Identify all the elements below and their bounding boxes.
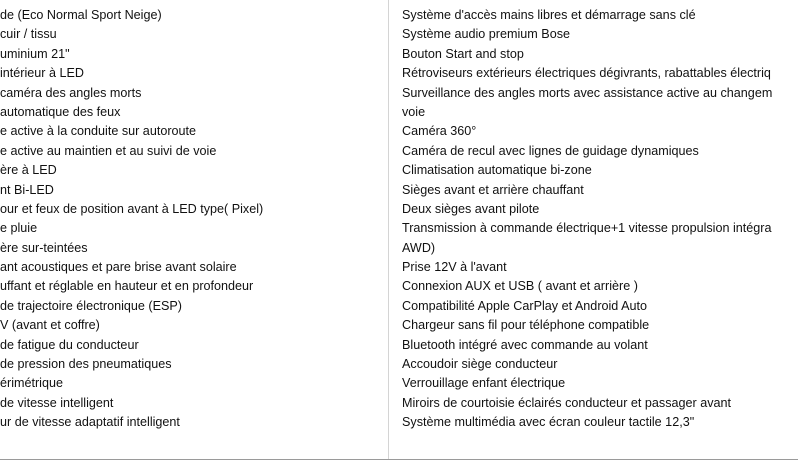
right-feature-item: Chargeur sans fil pour téléphone compatible [402, 318, 650, 333]
left-feature-item: our et feux de position avant à LED type( Pixel) [0, 201, 264, 216]
right-feature-item: Bluetooth intégré avec commande au volant [402, 337, 648, 352]
left-feature-item: uffant et réglable en hauteur et en profondeur [0, 279, 254, 294]
left-feature-item: e active au maintien et au suivi de voie [0, 143, 217, 158]
right-feature-item: Accoudoir siège conducteur [402, 357, 558, 372]
right-feature-item: Surveillance des angles morts avec assistance active au changem [402, 85, 773, 100]
bottom-rule [0, 459, 798, 460]
left-feature-item: de pression des pneumatiques [0, 357, 172, 372]
left-feature-item: caméra des angles morts [0, 85, 142, 100]
left-feature-item: ant acoustiques et pare brise avant solaire [0, 260, 237, 275]
left-feature-item: e active à la conduite sur autoroute [0, 124, 197, 139]
left-feature-item: de vitesse intelligent [0, 395, 114, 410]
right-feature-item: Système audio premium Bose [402, 27, 570, 42]
left-feature-item: nt Bi-LED [0, 182, 54, 197]
right-feature-item: Rétroviseurs extérieurs électriques dégivrants, rabattables électriq [402, 66, 771, 81]
right-feature-item: Caméra 360° [402, 124, 477, 139]
right-feature-item: Compatibilité Apple CarPlay et Android Auto [402, 298, 648, 313]
left-feature-item: intérieur à LED [0, 66, 84, 81]
right-feature-item: voie [402, 104, 426, 119]
right-feature-item: Système d'accès mains libres et démarrage sans clé [402, 8, 696, 22]
right-feature-item: Prise 12V à l'avant [402, 260, 507, 275]
right-feature-item: Transmission à commande électrique+1 vitesse propulsion intégra [402, 221, 772, 236]
left-feature-item: e pluie [0, 221, 38, 236]
right-feature-item: Deux sièges avant pilote [402, 201, 540, 216]
left-feature-item: automatique des feux [0, 104, 121, 119]
left-feature-item: ur de vitesse adaptatif intelligent [0, 415, 180, 430]
left-feature-column [0, 6, 381, 433]
right-feature-item: Verrouillage enfant électrique [402, 376, 566, 391]
left-feature-item: de (Eco Normal Sport Neige) [0, 8, 162, 22]
left-feature-item: ère sur-teintées [0, 240, 88, 255]
left-feature-item: de fatigue du conducteur [0, 337, 139, 352]
left-feature-item: uminium 21" [0, 46, 70, 61]
left-feature-item: érimétrique [0, 376, 63, 391]
left-feature-item: cuir / tissu [0, 27, 57, 42]
right-feature-item: Connexion AUX et USB ( avant et arrière ) [402, 279, 638, 294]
right-feature-item: Caméra de recul avec lignes de guidage dynamiques [402, 143, 699, 158]
right-feature-item: Système multimédia avec écran couleur tactile 12,3" [402, 415, 695, 430]
right-feature-column [402, 6, 798, 433]
left-feature-item: de trajectoire électronique (ESP) [0, 298, 183, 313]
left-feature-item: ère à LED [0, 163, 57, 178]
left-feature-item: V (avant et coffre) [0, 318, 100, 333]
column-divider [388, 0, 389, 460]
right-feature-item: AWD) [402, 240, 436, 255]
right-feature-item: Bouton Start and stop [402, 46, 524, 61]
right-feature-item: Climatisation automatique bi-zone [402, 163, 592, 178]
right-feature-item: Sièges avant et arrière chauffant [402, 182, 584, 197]
right-feature-item: Miroirs de courtoisie éclairés conducteur et passager avant [402, 395, 731, 410]
